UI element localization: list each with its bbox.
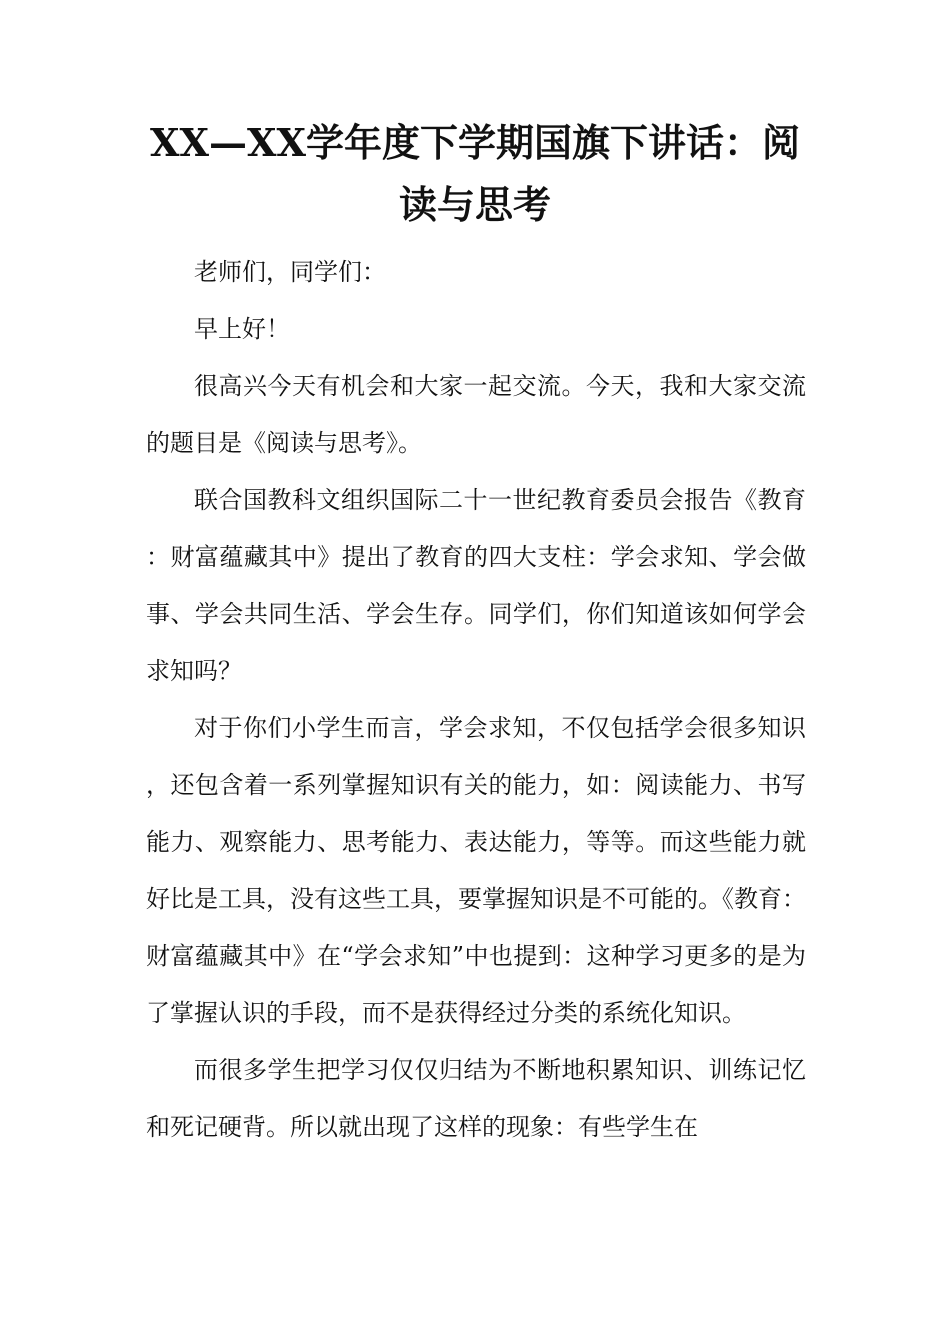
paragraph-unesco-report: 联合国教科文组织国际二十一世纪教育委员会报告《教育：财富蕴藏其中》提出了教育的四大支柱：学会求知、学会做事、学会共同生活、学会生存。同学们，你们知道该如何学会求知吗？ (146, 486, 806, 685)
page-title: XX—XX学年度下学期国旗下讲话：阅读与思考 (150, 120, 800, 227)
paragraph-rote-learning: 而很多学生把学习仅仅归结为不断地积累知识、训练记忆和死记硬背。所以就出现了这样的现象：有些学生在 (146, 1056, 806, 1141)
paragraph-greeting: 老师们，同学们： (194, 258, 386, 286)
document-body (146, 244, 806, 1156)
paragraph-good-morning: 早上好！ (194, 315, 290, 343)
paragraph-learning-abilities: 对于你们小学生而言，学会求知，不仅包括学会很多知识，还包含着一系列掌握知识有关的能力，如：阅读能力、书写能力、观察能力、思考能力、表达能力，等等。而这些能力就好比是工具，没有这些工具，要掌握知识是不可能的。《教育：财富蕴藏其中》在“学会求知”中也提到：这种学习更多的是为了掌握认识的手段，而不是获得经过分类的系统化知识。 (146, 714, 806, 1027)
paragraph-intro: 很高兴今天有机会和大家一起交流。今天，我和大家交流的题目是《阅读与思考》。 (146, 372, 806, 457)
